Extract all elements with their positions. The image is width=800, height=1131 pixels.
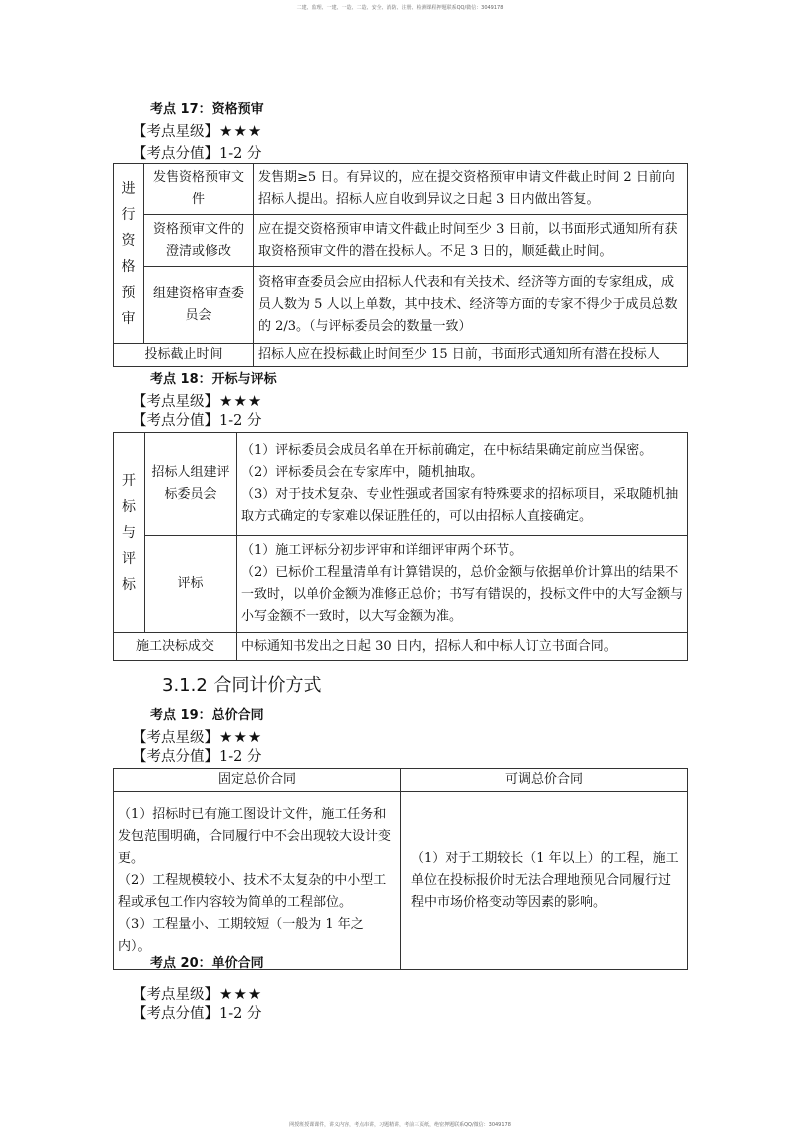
list-item: （3）工程量小、工期较短（一般为 1 年之内）。 xyxy=(118,916,364,954)
kp18-score-line xyxy=(132,412,261,430)
list-item: （2）评标委员会在专家库中，随机抽取。 xyxy=(241,465,484,480)
kp17-row-content: 应在提交资格预审申请文件截止时间至少 3 日前，以书面形式通知所有获取资格预审文件的潜在投标人。不足 3 日的，顺延截止时间。 xyxy=(254,215,688,267)
score-value-label: 【考点分值】 xyxy=(132,146,219,162)
list-item: （1）评标委员会成员名单在开标前确定，在中标结果确定前应当保密。 xyxy=(241,443,653,458)
kp17-title: 考点 17：资格预审 xyxy=(150,102,264,117)
kp17-score-line xyxy=(132,145,261,163)
star-level-label: 【考点星级】 xyxy=(132,124,219,140)
score-value: 1-2 分 xyxy=(219,146,262,162)
kp19-score-line xyxy=(132,748,261,766)
kp18-star-line xyxy=(132,392,262,411)
kp18-last-row-name: 施工决标成交 xyxy=(114,633,237,661)
kp20-star-line xyxy=(132,985,262,1004)
kp19-star-line xyxy=(132,728,262,747)
kp17-table xyxy=(113,163,688,367)
page-footer: 网授班授课课件，讲义内容，考点串讲，习题精讲，考前三页纸，绝密押题联系QQ/微信：3049178 xyxy=(289,1122,511,1128)
kp18-row-name: 评标 xyxy=(145,536,237,633)
kp20-title: 考点 20：单价合同 xyxy=(150,956,264,971)
list-item: （3）对于技术复杂、专业性强或者国家有特殊要求的招标项目，采取随机抽取方式确定的专家难以保证胜任的，可以由招标人直接确定。 xyxy=(241,487,679,524)
kp18-row-content xyxy=(237,433,688,536)
kp18-last-row-content: 中标通知书发出之日起 30 日内，招标人和中标人订立书面合同。 xyxy=(237,633,688,661)
score-value-label: 【考点分值】 xyxy=(132,749,219,765)
star-rating: ★★★ xyxy=(219,122,263,140)
score-value: 1-2 分 xyxy=(219,1006,262,1022)
list-item: （1）招标时已有施工图设计文件，施工任务和发包范围明确，合同履行中不会出现较大设计变更。 xyxy=(118,806,392,866)
list-item: （2）工程规模较小、技术不太复杂的中小型工程或承包工作内容较为简单的工程部位。 xyxy=(118,872,387,910)
kp19-header-adjustable: 可调总价合同 xyxy=(401,769,688,792)
kp20-score-line xyxy=(132,1005,261,1023)
kp17-row-content: 发售期≥5 日。有异议的，应在提交资格预审申请文件截止时间 2 日前向招标人提出。招标人应自收到异议之日起 3 日内做出答复。 xyxy=(254,164,688,215)
star-rating: ★★★ xyxy=(219,392,263,410)
star-level-label: 【考点星级】 xyxy=(132,730,219,746)
star-rating: ★★★ xyxy=(219,985,263,1003)
kp18-table xyxy=(113,432,688,661)
list-item: （2）已标价工程量清单有计算错误的，总价金额与依据单价计算出的结果不一致时，以单价金额为准修正总价；书写有错误的，投标文件中的大写金额与小写金额不一致时，以大写金额为准。 xyxy=(241,565,684,624)
kp17-last-row-content: 招标人应在投标截止时间至少 15 日前，书面形式通知所有潜在投标人 xyxy=(254,344,688,367)
kp18-row-name: 招标人组建评标委员会 xyxy=(145,433,237,536)
page-header: 二建、监理、一建、一造、二造、安全、消防、注册、检测课程押题联系QQ/微信：3049178 xyxy=(296,5,504,11)
score-value: 1-2 分 xyxy=(219,749,262,765)
kp18-row-content xyxy=(237,536,688,633)
kp18-title: 考点 18：开标与评标 xyxy=(150,372,277,387)
kp17-row-name: 发售资格预审文件 xyxy=(144,164,254,215)
star-level-label: 【考点星级】 xyxy=(132,987,219,1003)
score-value-label: 【考点分值】 xyxy=(132,1006,219,1022)
kp19-title: 考点 19：总价合同 xyxy=(150,708,264,723)
star-rating: ★★★ xyxy=(219,728,263,746)
kp17-row-name: 组建资格审查委员会 xyxy=(144,267,254,344)
list-item: （1）对于工期较长（1 年以上）的工程，施工单位在投标报价时无法合理地预见合同履行过程中市场价格变动等因素的影响。 xyxy=(411,850,679,910)
score-value: 1-2 分 xyxy=(219,413,262,429)
kp17-row-content: 资格审查委员会应由招标人代表和有关技术、经济等方面的专家组成，成员人数为 5 人以上单数，其中技术、经济等方面的专家不得少于成员总数的 2/3。（与评标委员会的数量一致） xyxy=(254,267,688,344)
star-level-label: 【考点星级】 xyxy=(132,394,219,410)
kp19-adjustable-content xyxy=(401,792,688,970)
score-value-label: 【考点分值】 xyxy=(132,413,219,429)
kp17-row-name: 资格预审文件的澄清或修改 xyxy=(144,215,254,267)
kp17-side-label: 进 行 资 格 预 审 xyxy=(114,164,144,344)
section-title: 3.1.2 合同计价方式 xyxy=(162,675,322,696)
kp19-header-fixed: 固定总价合同 xyxy=(114,769,401,792)
kp18-side-label: 开 标 与 评 标 xyxy=(114,433,145,633)
kp19-fixed-content xyxy=(114,792,401,970)
list-item: （1）施工评标分初步评审和详细评审两个环节。 xyxy=(241,543,523,558)
kp19-table xyxy=(113,768,688,970)
kp17-last-row-name: 投标截止时间 xyxy=(114,344,254,367)
kp17-star-line xyxy=(132,122,262,141)
